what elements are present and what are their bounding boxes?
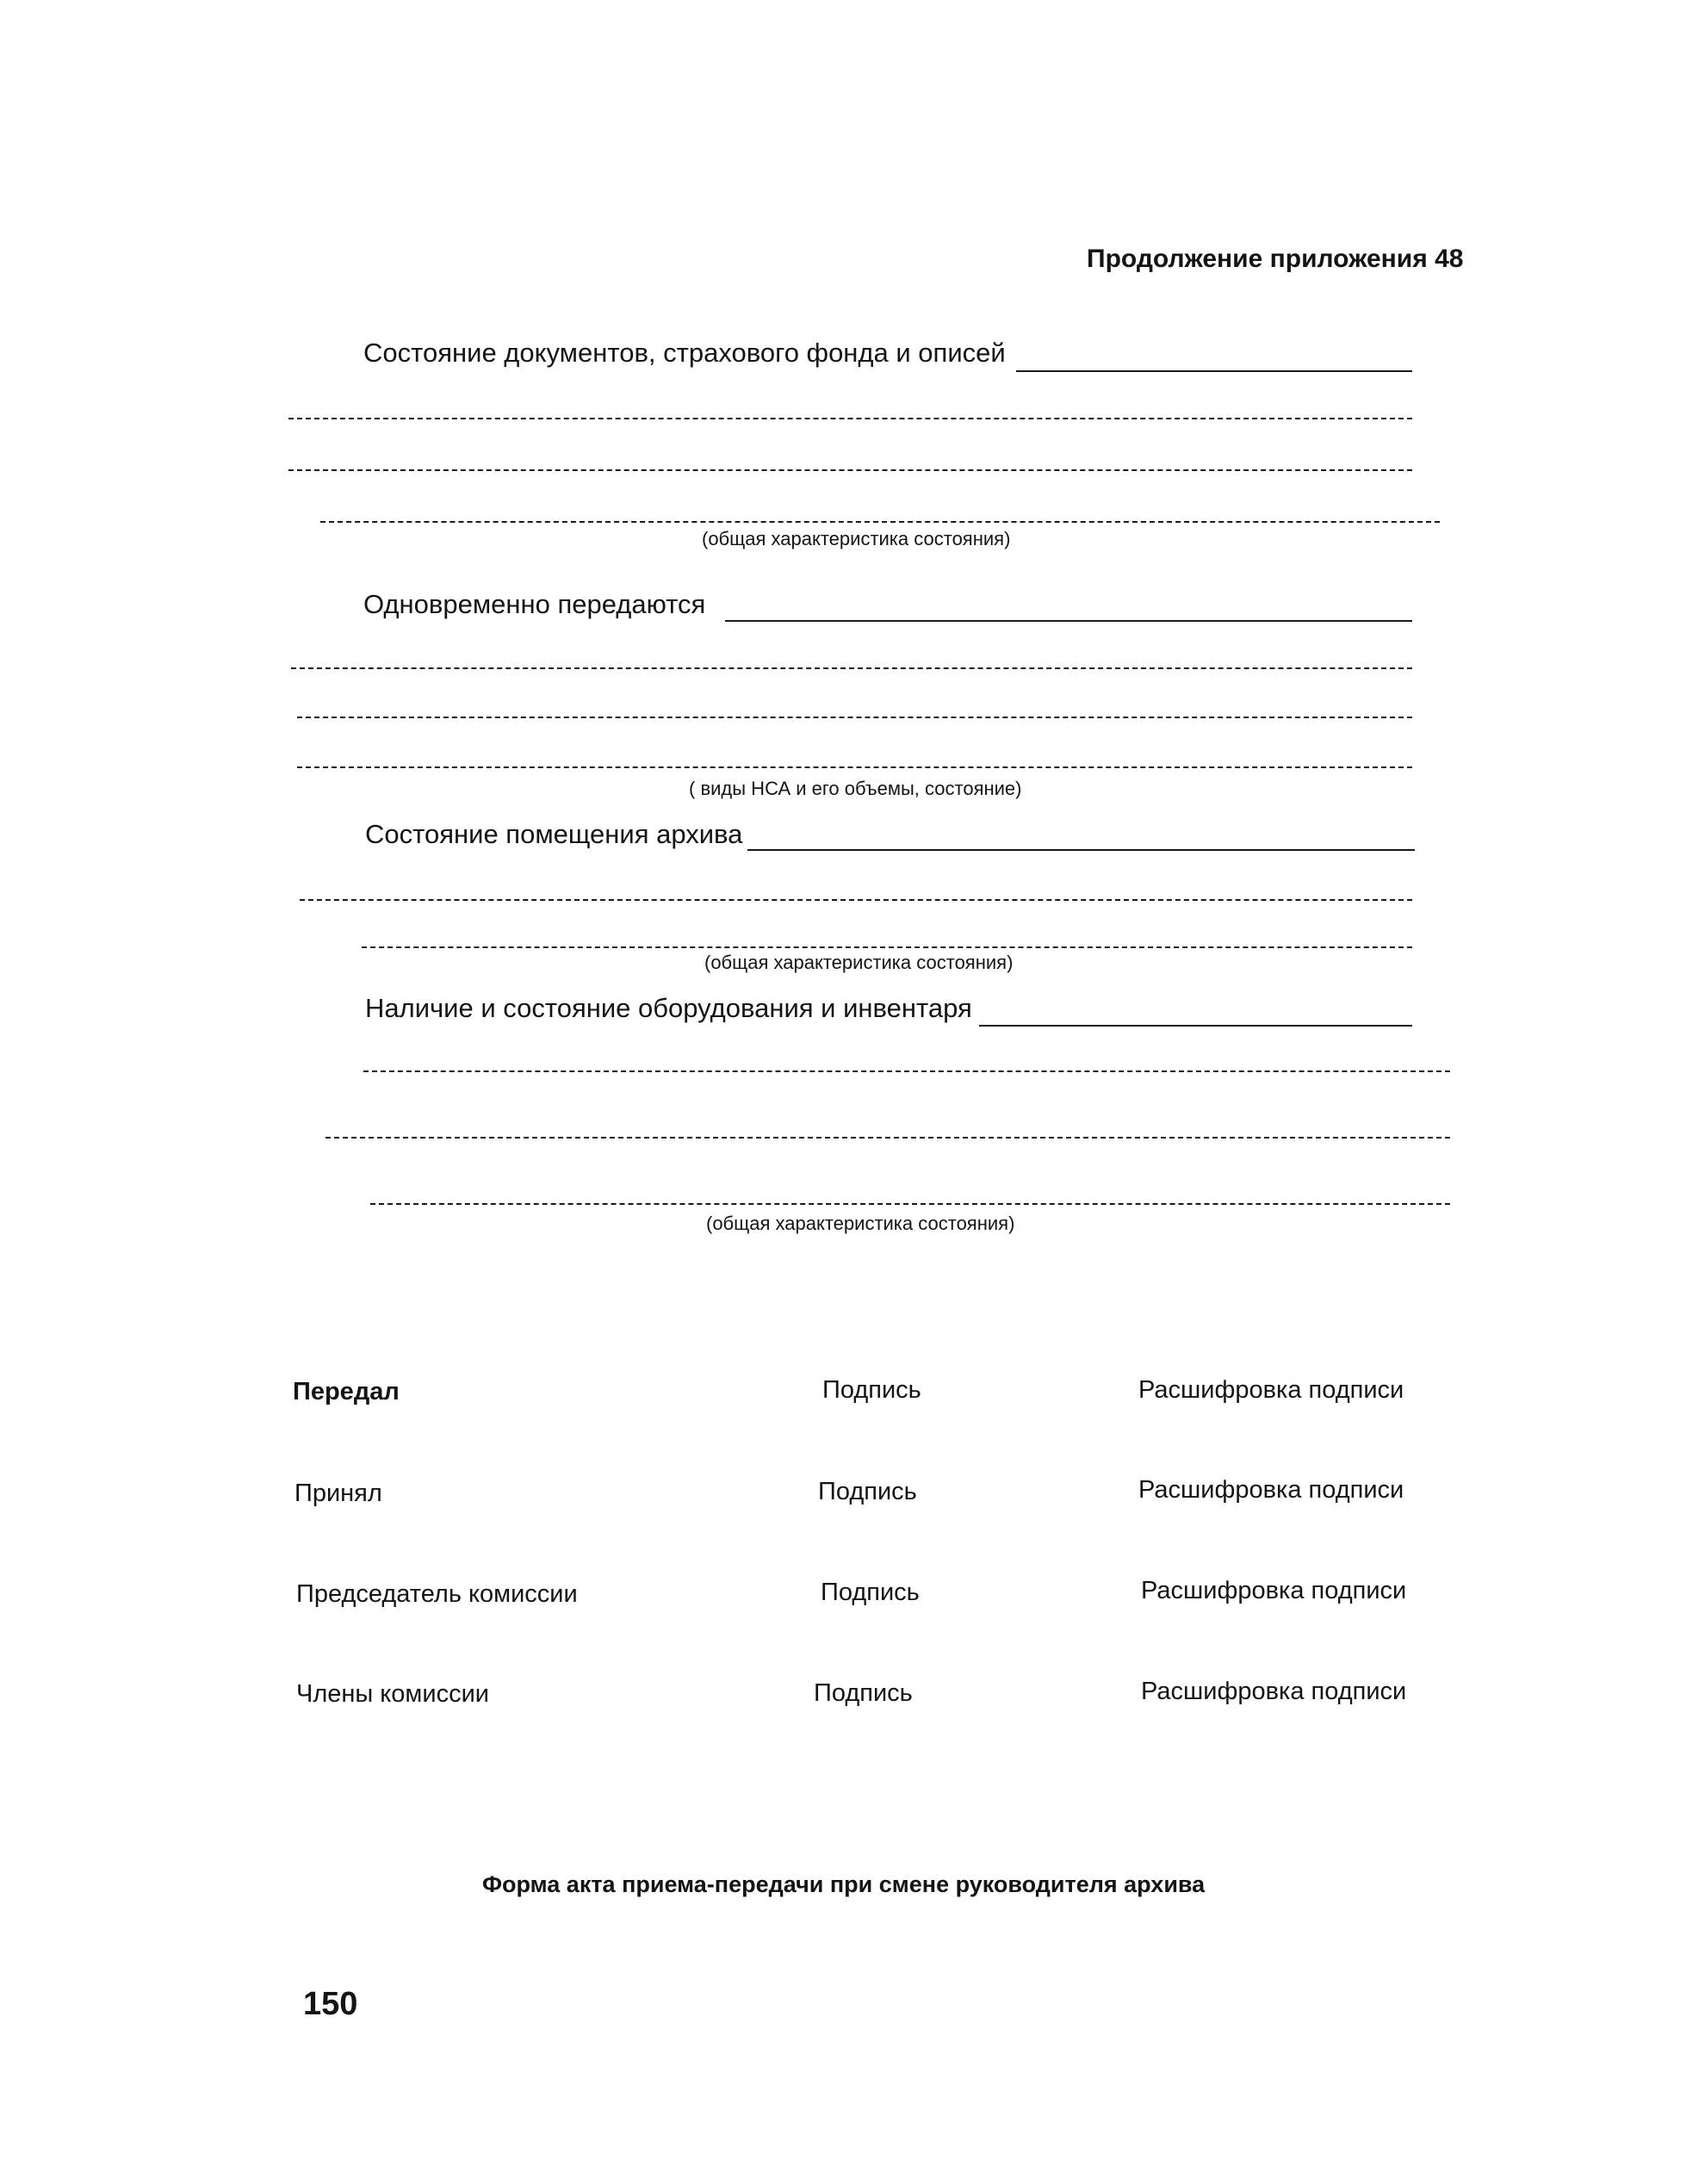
fill-line[interactable] bbox=[362, 946, 1412, 948]
fill-line[interactable] bbox=[1016, 370, 1412, 372]
section-caption: (общая характеристика состояния) bbox=[706, 1213, 1015, 1234]
signature-role: Передал bbox=[293, 1378, 400, 1405]
form-title: Форма акта приема-передачи при смене руководителя архива bbox=[482, 1871, 1206, 1897]
section-caption: (общая характеристика состояния) bbox=[702, 528, 1011, 549]
section-caption: ( виды НСА и его объемы, состояние) bbox=[689, 778, 1022, 799]
section-label-equipment-state: Наличие и состояние оборудования и инвентаря bbox=[365, 993, 972, 1023]
signature-label: Подпись bbox=[818, 1478, 917, 1505]
signature-decode-label: Расшифровка подписи bbox=[1141, 1678, 1407, 1705]
signature-label: Подпись bbox=[821, 1579, 920, 1606]
signature-decode-label: Расшифровка подписи bbox=[1138, 1376, 1404, 1404]
signature-decode-label: Расшифровка подписи bbox=[1138, 1476, 1404, 1504]
signature-decode-label: Расшифровка подписи bbox=[1141, 1577, 1407, 1604]
section-label-premises-state: Состояние помещения архива bbox=[365, 819, 743, 849]
fill-line[interactable] bbox=[288, 469, 1412, 471]
page-number: 150 bbox=[303, 1986, 358, 2022]
fill-line[interactable] bbox=[979, 1025, 1412, 1027]
signature-label: Подпись bbox=[822, 1376, 921, 1404]
fill-line[interactable] bbox=[326, 1137, 1450, 1139]
fill-line[interactable] bbox=[288, 418, 1412, 419]
fill-line[interactable] bbox=[747, 849, 1415, 851]
signature-label: Подпись bbox=[814, 1679, 913, 1707]
appendix-continuation-header: Продолжение приложения 48 bbox=[1087, 245, 1464, 273]
signature-role: Члены комиссии bbox=[296, 1680, 489, 1708]
signature-role: Председатель комиссии bbox=[296, 1580, 578, 1608]
fill-line[interactable] bbox=[725, 620, 1412, 622]
fill-line[interactable] bbox=[300, 899, 1412, 901]
fill-line[interactable] bbox=[370, 1203, 1450, 1205]
fill-line[interactable] bbox=[297, 766, 1412, 768]
fill-line[interactable] bbox=[291, 667, 1412, 669]
fill-line[interactable] bbox=[297, 717, 1412, 718]
section-label-transferred-simultaneously: Одновременно передаются bbox=[363, 589, 706, 619]
section-caption: (общая характеристика состояния) bbox=[704, 952, 1014, 973]
signature-role: Принял bbox=[294, 1480, 382, 1507]
section-label-documents-state: Состояние документов, страхового фонда и описей bbox=[363, 338, 1006, 368]
fill-line[interactable] bbox=[320, 521, 1440, 523]
fill-line[interactable] bbox=[363, 1070, 1450, 1072]
